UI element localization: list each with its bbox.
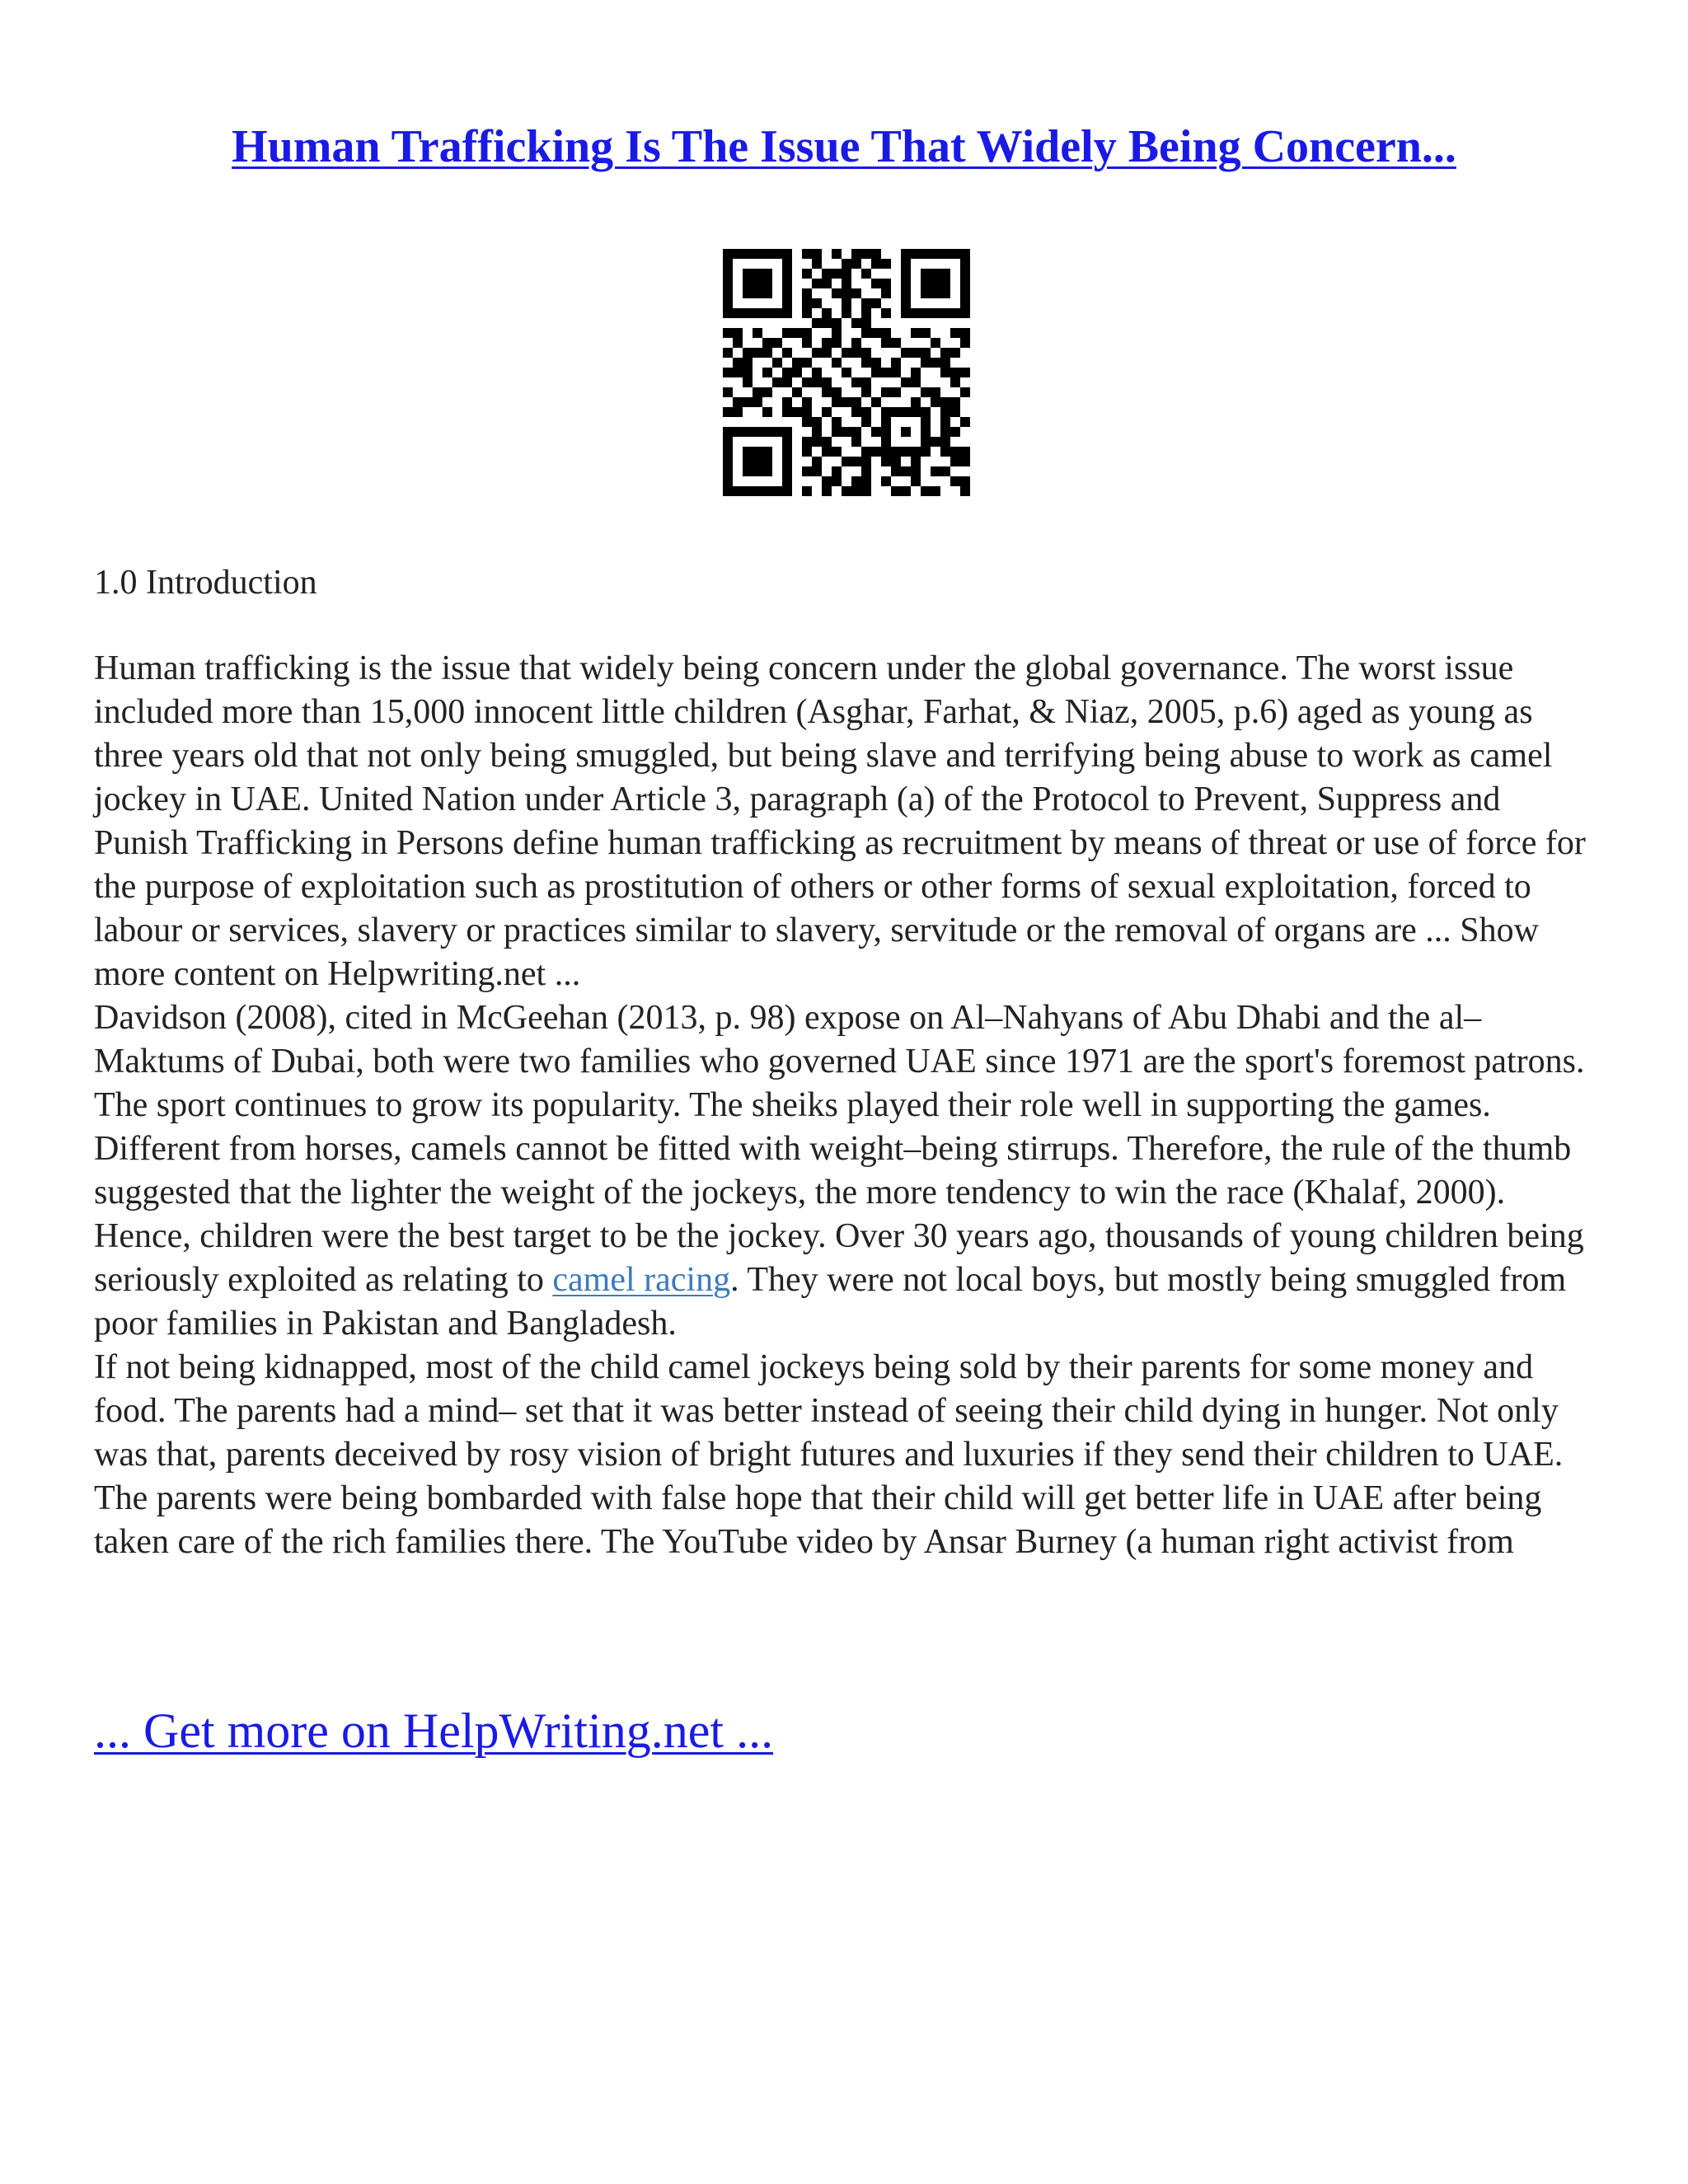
paragraph: Davidson (2008), cited in McGeehan (2013, p. 98) expose on Al–Nahyans of Abu Dhabi and the al–Maktums of Dubai, both were two families who governed UAE since 1971 are the sport's foremost patrons. The sport continues to grow its popularity. The sheiks played their role well in supporting the games. — [94, 999, 1585, 1124]
paragraph — [94, 1127, 1602, 1346]
page-title — [0, 114, 1688, 180]
paragraph-text: . They were not local boys, but mostly being smuggled from poor families in Pakistan and Bangladesh. — [94, 1261, 1567, 1343]
paragraph: Human trafficking is the issue that widely being concern under the global governance. The worst issue included more than 15,000 innocent little children (Asghar, Farhat, & Niaz, 2005, p.6) aged as young as three years old that not only being smuggled, but being slave and terrifying being abuse to work as camel jockey in UAE. United Nation under Article 3, paragraph (a) of the Protocol to Prevent, Suppress and Punish Trafficking in Persons define human trafficking as recruitment by means of threat or use of force for the purpose of exploitation such as prostitution of others or other forms of sexual exploitation, forced to labour or services, slavery or practices similar to slavery, servitude or the removal of organs are ... Show more content on Helpwriting.net ... — [94, 649, 1586, 993]
article-body — [94, 647, 1602, 1564]
get-more-link[interactable]: ... Get more on HelpWriting.net ... — [94, 1704, 774, 1758]
paragraph: If not being kidnapped, most of the child camel jockeys being sold by their parents for some money and food. The parents had a mind– set that it was better instead of seeing their child dying in hunger. Not only was that, parents deceived by rosy vision of bright futures and luxuries if they send their children to UAE. The parents were being bombarded with false hope that their child will get better life in UAE after being taken care of the rich families there. The YouTube video by Ansar Burney (a human right activist from — [94, 1348, 1564, 1561]
section-heading: 1.0 Introduction — [94, 564, 317, 602]
paragraph-text: Different from horses, camels cannot be fitted with weight–being stirrups. Therefore, the rule of the thumb suggested that the lighter the weight of the jockeys, the more tendency to win the race (Khalaf, 2000). Hence, children were the best target to be the jockey. Over 30 years ago, thousands of young children being seriously exploited as relating to — [94, 1130, 1584, 1299]
more-link-container — [94, 1698, 773, 1764]
qr-code — [723, 249, 970, 496]
camel-racing-link[interactable]: camel racing — [552, 1261, 731, 1299]
title-link[interactable]: Human Trafficking Is The Issue That Widely Being Concern... — [232, 121, 1456, 172]
